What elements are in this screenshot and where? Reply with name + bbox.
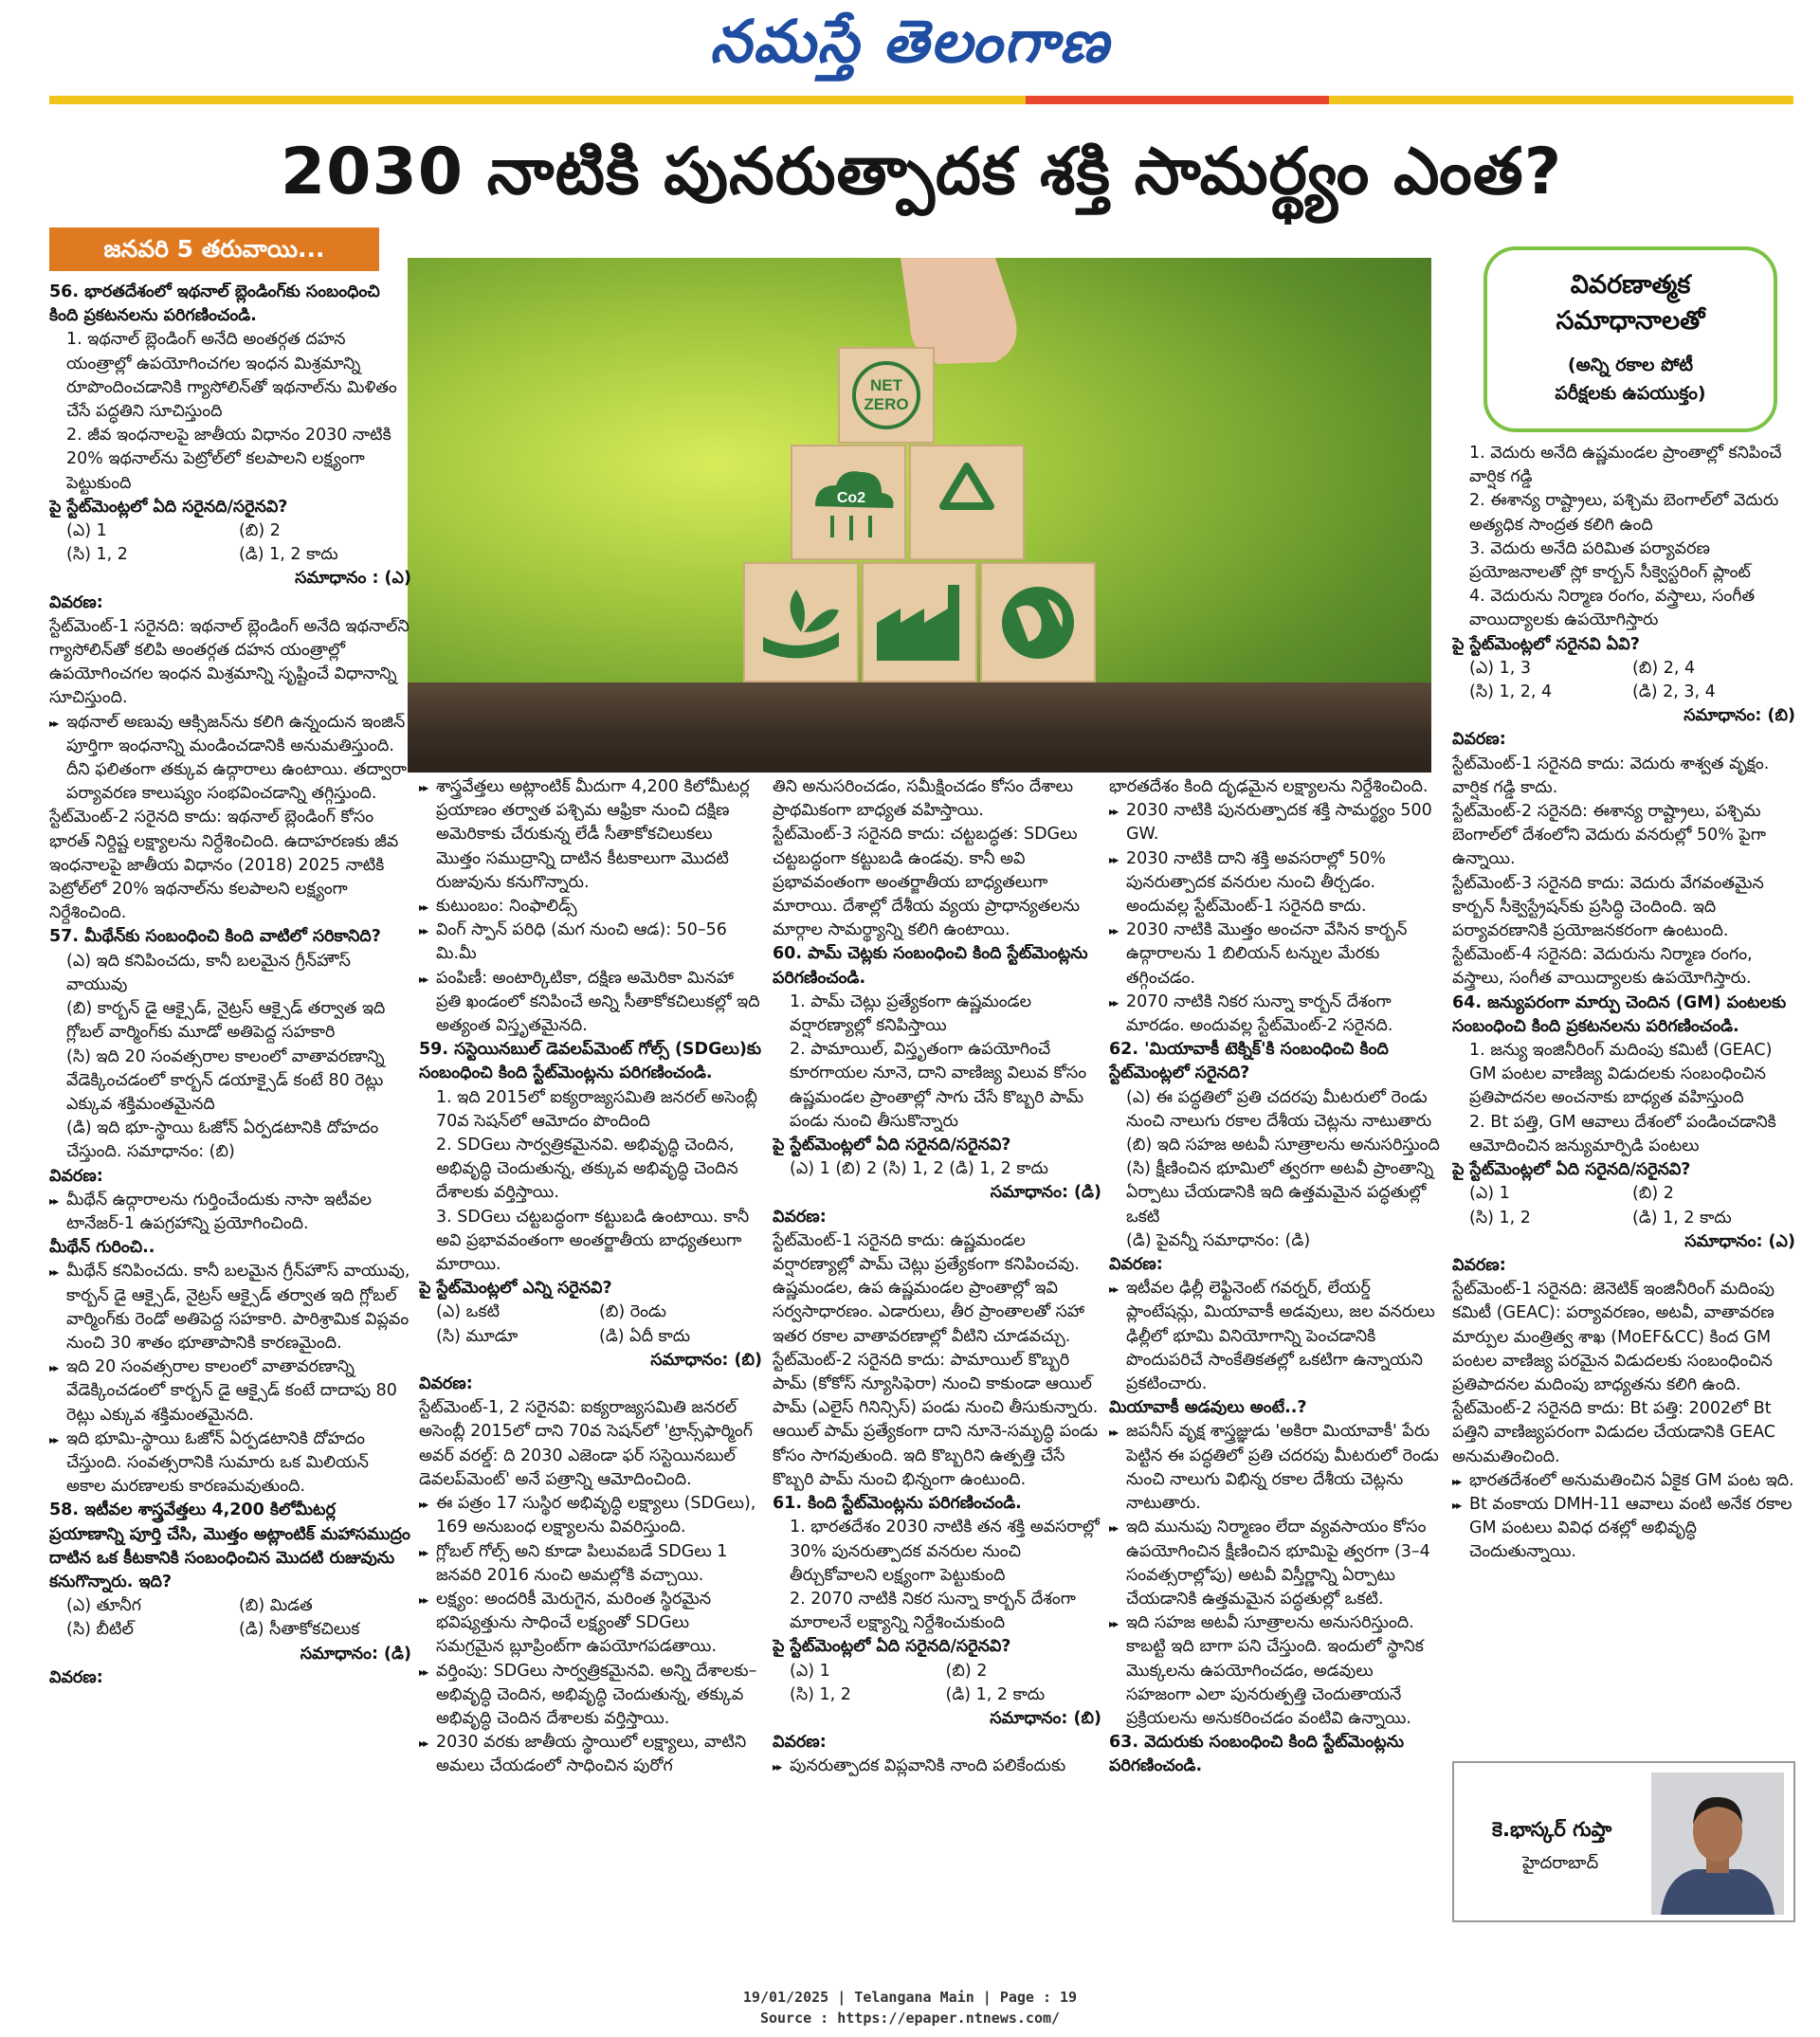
answer-options-row [1452,681,1795,704]
statement-item: (సి) క్షీణించిన భూమిలో త్వరగా అటవీ ప్రాంతాన్ని ఏర్పాటు చేయడానికి ఇది ఉత్తమమైన పద్ధతుల్లో ఒకటి [1126,1159,1434,1227]
question-heading: 64. జన్యుపరంగా మార్పు చెందిన (GM) పంటలకు సంబంధించి కింది ప్రకటనలను పరిగణించండి. [1452,992,1787,1036]
answer-options-row [1452,657,1795,681]
question-heading: 59. సస్టెయినబుల్ డెవలప్‌మెంట్ గోల్స్ (SDGలు)కు సంబంధించి కింది స్టేట్‌మెంట్లను పరిగణించండి. [419,1040,762,1083]
bullet-point: ▶▶ ఇది సహజ అటవీ సూత్రాలను అనుసరిస్తుంది. కాబట్టి ఇది బాగా పని చేస్తుంది. ఇందులో స్థానిక మొక్కలను ఉపయోగించడం, అడవులు సహజంగా ఎలా పునరుత్పత్తి చెందుతాయనే ప్రక్రియలను అనుకరించడం వంటివి ఉన్నాయి. [1109,1611,1443,1731]
paragraph: స్టేట్‌మెంట్-4 సరైనది: వెదురును నిర్మాణ రంగం, వస్త్రాలు, సంగీత వాయిద్యాలకు ఉపయోగిస్తారు. [1452,945,1753,989]
question-heading: 63. వెదురుకు సంబంధించి కింది స్టేట్‌మెంట్లను పరిగణించండి. [1109,1733,1405,1776]
answer-options-row [1452,1207,1795,1230]
question-heading: మియావాకీ అడవులు అంటే..? [1109,1398,1307,1418]
question-heading: వివరణ: [773,1207,827,1227]
option-left: (ఎ) ఒకటి [436,1302,500,1322]
bullet-point: ▶▶ 2030 వరకు జాతీయ స్థాయిలో లక్ష్యాలు, వాటిని అమలు చేయడంలో సాధించిన పురోగ [419,1731,762,1778]
statement-item: 1. భారతదేశం 2030 నాటికి తన శక్తి అవసరాల్లో 30% పునరుత్పాదక వనరుల నుంచి తీర్చుకోవాలని లక్ష్యంగా పెట్టుకుంది [790,1518,1100,1585]
article-column-5 [1452,442,1795,1750]
option-right: (బి) 2 [945,1661,988,1681]
option-left: (సి) మూడూ [436,1326,519,1346]
statement-item: 2. జీవ ఇంధనాలపై జాతీయ విధానం 2030 నాటికి 20% ఇథనాల్‌ను పెట్రోల్‌లో కలపాలని లక్ష్యంగా పెట్టుకుంది [66,426,391,493]
question-heading: 62. 'మియావాకీ టెక్నిక్'కి సంబంధించి కింది స్టేట్‌మెంట్లలో సరైనది? [1109,1040,1389,1083]
question-heading: పై స్టేట్‌మెంట్లలో ఏది సరైనది/సరైనవి? [773,1637,1011,1657]
question-heading: పై స్టేట్‌మెంట్లలో ఎన్ని సరైనవి? [419,1279,612,1299]
author-location: హైదరాబాద్ [1522,1853,1599,1873]
question-heading: వివరణ: [49,1667,103,1687]
option-right: (బి) 2 [239,521,281,541]
question-heading: 60. పామ్ చెట్లకు సంబంధించి కింది స్టేట్‌మెంట్లను పరిగణించండి. [773,944,1088,988]
answer-options-row [773,1660,1101,1683]
bullet-point: ▶▶ లక్ష్యం: అందరికీ మెరుగైన, మరింత స్థిరమైన భవిష్యత్తును సాధించే లక్ష్యంతో SDGలు సమగ్రమైన బ్లూప్రింట్‌గా ఉపయోగపడతాయి. [419,1588,762,1660]
bullet-point: ▶▶ వింగ్ స్పాన్ పరిధి (మగ నుంచి ఆడ): 50–56 మి.మీ [419,918,762,966]
cube-zero-label: ZERO [864,395,909,413]
option-right: (డి) సీతాకోకచిలుక [239,1620,360,1640]
question-heading: వివరణ: [1452,730,1506,750]
bullet-point: ▶▶ జపనీస్ వృక్ష శాస్త్రజ్ఞుడు 'అకిరా మియావాకీ' పేరు పెట్టిన ఈ పద్ధతిలో ప్రతి చదరపు మీటరులో రెండు నుంచి నాలుగు విభిన్న రకాల దేశీయ చెట్లను నాటుతారు. [1109,1420,1443,1516]
option-left: (ఎ) 1, 3 [1469,658,1532,678]
masthead-rule-right [1329,96,1793,104]
footer-source: Source : https://epaper.ntnews.com/ [759,2010,1061,2027]
author-name: కె.భాస్కర్ గుప్తా [1492,1818,1612,1841]
bullet-point: ▶▶ ఇది భూమి-స్థాయి ఓజోన్ ఏర్పడటానికి దోహదం చేస్తుంది. సంవత్సరానికి సుమారు ఒక మిలియన్ అకాల మరణాలకు కారణమవుతుంది. [49,1428,411,1500]
article-column-4 [1109,775,1443,1939]
question-heading: పై స్టేట్‌మెంట్లలో ఏది సరైనది/సరైనవి? [49,497,288,517]
option-left: (ఎ) 1 [66,521,107,541]
paragraph: స్టేట్‌మెంట్-2 సరైనది: ఈశాన్య రాష్ట్రాలు, పశ్చిమ బెంగాల్‌లో దేశంలోని వెదురు వనరుల్లో 50% పైగా ఉన్నాయి. [1452,802,1766,869]
option-right: (డి) 1, 2 కాదు [1632,1208,1732,1228]
callout-line-3: (అన్ని రకాల పోటీ [1567,355,1694,375]
paragraph: స్టేట్‌మెంట్-3 సరైనది కాదు: చట్టబద్ధత: SDGలు చట్టబద్ధంగా కట్టుబడి ఉండవు. కానీ అవి ప్రభావవంతంగా అంతర్జాతీయ బాధ్యతలుగా మారాయి. దేశాల్లో దేశీయ వ్యయ ప్రాధాన్యతలను మార్గాల సామర్థ్యాన్ని కలిగి ఉంటాయి. [773,825,1081,940]
statement-item: 2. పామాయిల్, విస్తృతంగా ఉపయోగించే కూరగాయల నూనె, దాని వాణిజ్య విలువ కోసం ఉష్ణమండల ప్రాంతాల్లో సాగు చేసే కొబ్బరి పామ్ పండు నుంచి తీసుకొన్నారు [790,1040,1087,1131]
question-heading: 61. కింది స్టేట్‌మెంట్లను పరిగణించండి. [773,1494,1022,1514]
answer-options-row [1452,1182,1795,1206]
option-right: (డి) 1, 2 కాదు [945,1684,1046,1704]
statement-item: (ఎ) ఇది కనిపించదు, కానీ బలమైన గ్రీన్‌హౌస్ వాయువు [66,951,351,994]
paragraph: స్టేట్‌మెంట్-1 సరైనది: ఇథనాల్ బ్లెండింగ్ అనేది ఇథనాల్‌ని గ్యాసోలిన్‌తో కలిపి అంతర్గత దహన యంత్రాల్లో ఉపయోగించగల ఇంధన మిశ్రమాన్ని సృష్టించే విధానాన్ని సూచిస్తుంది. [49,616,410,708]
statement-item: 1. పామ్ చెట్లు ప్రత్యేకంగా ఉష్ణమండల వర్షారణ్యాల్లో కనిపిస్తాయి [790,991,1032,1036]
answer-label: సమాధానం: (డి) [990,1183,1101,1203]
answer-label: సమాధానం: (బి) [650,1350,762,1370]
callout-line-4: పరీక్షలకు ఉపయుక్తం) [1555,383,1706,404]
question-heading: వివరణ: [49,1166,103,1186]
bullet-point: ▶▶ గ్లోబల్ గోల్స్ అని కూడా పిలువబడే SDGలు 1 జనవరి 2016 నుంచి అమల్లోకి వచ్చాయి. [419,1540,762,1588]
answer-options-row [419,1300,762,1324]
question-heading: వివరణ: [1452,1255,1506,1275]
question-heading: వివరణ: [419,1374,473,1394]
bullet-point: ▶▶ 2070 నాటికి నికర సున్నా కార్బన్ దేశంగా మారడం. అందువల్ల స్టేట్‌మెంట్-2 సరైనది. [1109,991,1443,1038]
answer-label: సమాధానం: (బి) [1684,706,1795,726]
statement-item: (సి) ఇది 20 సంవత్సరాల కాలంలో వాతావరణాన్ని వేడెక్కించడంలో కార్బన్ డయాక్సైడ్ కంటే 80 రెట్లు ఎక్కువ శక్తిమంతమైనది [66,1046,385,1114]
option-right: (డి) 2, 3, 4 [1632,682,1716,702]
bullet-point: ▶▶ పునరుత్పాదక విప్లవానికి నాంది పలికేందుకు [773,1755,1101,1778]
answer-options-row [49,1618,411,1642]
bullet-point: ▶▶ పంపిణీ: అంటార్కిటికా, దక్షిణ అమెరికా మినహా ప్రతి ఖండంలో కనిపించే అన్ని సీతాకోకచిలుకల్లో ఇది అత్యంత విస్తృతమైనది. [419,967,762,1039]
bullet-point: ▶▶ ఇది 20 సంవత్సరాల కాలంలో వాతావరణాన్ని వేడెక్కించడంలో కార్బన్ డై ఆక్సైడ్ కంటే దాదాపు 80 రెట్లు ఎక్కువ శక్తిమంతమైనది. [49,1355,411,1428]
callout-line-1: వివరణాత్మక [1570,270,1691,300]
answer-options-row [419,1325,762,1349]
statement-item: 2. Bt పత్తి, GM ఆవాలు దేశంలో పండించడానికి ఆమోదించిన జన్యుమార్పిడి పంటలు [1469,1112,1776,1155]
author-portrait-icon [1651,1773,1784,1915]
answer-label: సమాధానం : (ఎ) [295,569,411,589]
masthead [0,0,1820,95]
masthead-rule-accent [1026,96,1329,104]
answer-label: సమాధానం: (ఎ) [1684,1231,1795,1251]
question-heading: పై స్టేట్‌మెంట్లలో సరైనవి ఏవి? [1452,634,1640,654]
paragraph: స్టేట్‌మెంట్-2 సరైనది కాదు: Bt పత్తి: 2002లో Bt పత్తిని వాణిజ్యపరంగా విడుదల చేయడానికి GEAC అనుమతించింది. [1452,1399,1776,1466]
statement-item: (బి) కార్బన్ డై ఆక్సైడ్, నైట్రస్ ఆక్సైడ్ తర్వాత ఇది గ్లోబల్ వార్మింగ్‌కు మూడో అతిపెద్ద సహకారి [66,999,386,1043]
bullet-point: ▶▶ శాస్త్రవేత్తలు అట్లాంటిక్ మీదుగా 4,200 కిలోమీటర్ల ప్రయాణం తర్వాత పశ్చిమ ఆఫ్రికా నుంచి దక్షిణ అమెరికాకు చేరుకున్న లేడీ సీతాకోకచిలుకలు మొత్తం సముద్రాన్ని దాటిన కీటకాలుగా మొదటి రుజువును కనుగొన్నారు. [419,775,762,895]
statement-item: 2. ఈశాన్య రాష్ట్రాలు, పశ్చిమ బెంగాల్‌లో వెదురు అత్యధిక సాంద్రత కలిగి ఉంది [1469,491,1779,535]
statement-item: (డి) ఇది భూ-స్థాయి ఓజోన్ ఏర్పడటానికి దోహదం చేస్తుంది. సమాధానం: (బి) [66,1119,379,1162]
article-column-3 [773,775,1101,1939]
bullet-point: ▶▶ ఇథనాల్ అణువు ఆక్సిజన్‌ను కలిగి ఉన్నందున ఇంజిన్ పూర్తిగా ఇంధనాన్ని మండించడానికి అనుమతిస్తుంది. దీని ఫలితంగా తక్కువ ఉద్గారాలు ఉంటాయి. తద్వారా పర్యావరణ కాలుష్యం సంభవించడాన్ని తగ్గిస్తుంది. [49,711,411,807]
question-heading: 56. భారతదేశంలో ఇథనాల్ బ్లెండింగ్‌కు సంబంధించి కింది ప్రకటనలను పరిగణించండి. [49,282,380,326]
question-heading: మీథేన్ గురించి.. [49,1238,155,1258]
statement-item: 2. SDGలు సార్వత్రికమైనవి. అభివృద్ధి చెందిన, అభివృద్ధి చెందుతున్న, తక్కువ అభివృద్ధి చెందిన దేశాలకు వర్తిస్తాయి. [436,1136,738,1203]
statement-item: (ఎ) ఈ పద్ధతిలో ప్రతి చదరపు మీటరులో రెండు నుంచి నాలుగు రకాల దేశీయ చెట్లను నాటుతారు [1126,1087,1432,1131]
question-heading: పై స్టేట్‌మెంట్లలో ఏది సరైనది/సరైనవి? [773,1136,1011,1155]
bullet-point: ▶▶ భారతదేశంలో అనుమతించిన ఏకైక GM పంట ఇది. [1452,1469,1795,1493]
cube-illustration [408,258,1431,773]
statement-item: 1. ఇది 2015లో ఐక్యరాజ్యసమితి జనరల్ అసెంబ్లీ 70వ సెషన్‌లో ఆమోదం పొందింది [436,1087,757,1131]
statement-item: 3. వెదురు అనేది పరిమిత పర్యావరణ ప్రయోజనాలతో స్లో కార్బన్ సీక్వెస్టరింగ్ ప్లాంట్ [1469,538,1751,583]
statement-item: 1. వెదురు అనేది ఉష్ణమండల ప్రాంతాల్లో కనిపించే వార్షిక గడ్డి [1469,444,1782,487]
masthead-rule-left [49,96,1026,104]
bullet-point: ▶▶ వర్తింపు: SDGలు సార్వత్రికమైనవి. అన్ని దేశాలకు–అభివృద్ధి చెందిన, అభివృద్ధి చెందుతున్న, తక్కువ అభివృద్ధి చెందిన దేశాలకు వర్తిస్తాయి. [419,1660,762,1732]
option-left: (ఎ) 1 [1469,1184,1510,1204]
statement-item: (ఎ) 1 (బి) 2 (సి) 1, 2 (డి) 1, 2 కాదు [790,1159,1048,1179]
paragraph: స్టేట్‌మెంట్-2 సరైనది కాదు: ఇథనాల్ బ్లెండింగ్ కోసం భారత్ నిర్దిష్ట లక్ష్యాలను నిర్దేశించింది. ఉదాహరణకు జీవ ఇంధనాలపై జాతీయ విధానం (2018) 2025 నాటికి పెట్రోల్‌లో 20% ఇథనాల్‌ను కలపాలని లక్ష్యంగా నిర్దేశించింది. [49,808,399,923]
paragraph: స్టేట్‌మెంట్-2 సరైనది కాదు: పామాయిల్ కొబ్బరి పామ్ (కోకోస్ న్యూసిఫెరా) నుంచి కాకుండా ఆయిల్ పామ్ (ఎలైస్ గినిన్సిస్) పండు నుంచి తీసుకున్నారు. ఆయిల్ పామ్ ప్రత్యేకంగా దాని నూనె-సమృద్ధి పండు కోసం సాగవుతుంది. ఇది కొబ్బరిని ఉత్పత్తి చేసే కొబ్బరి పామ్ నుంచి భిన్నంగా ఉంటుంది. [773,1350,1099,1489]
question-heading: 57. మీథేన్‌కు సంబంధించి కింది వాటిలో సరికానిది? [49,927,381,947]
option-right: (డి) ఏదీ కాదు [599,1326,691,1346]
bullet-point: ▶▶ 2030 నాటికి దాని శక్తి అవసరాల్లో 50% పునరుత్పాదక వనరుల నుంచి తీర్చడం. అందువల్ల స్టేట్‌మెంట్-1 సరైనది కాదు. [1109,847,1443,919]
bullet-point: ▶▶ మీథేన్ కనిపించదు. కానీ బలమైన గ్రీన్‌హౌస్ వాయువు, కార్బన్ డై ఆక్సైడ్, నైట్రస్ ఆక్సైడ్ తర్వాత ఇది గ్లోబల్ వార్మింగ్‌కు రెండో అతిపెద్ద సహకారి. పారిశ్రామిక విప్లవం నుంచి 30 శాతం భూతాపానికి కారణమైంది. [49,1260,411,1355]
cube-net-label: NET [870,376,902,394]
paragraph: స్టేట్‌మెంట్-1 సరైనది కాదు: ఉష్ణమండల వర్షారణ్యాల్లో పామ్ చెట్లు ప్రత్యేకంగా కనిపించవు. ఉష్ణమండల, ఉప ఉష్ణమండల ప్రాంతాల్లో ఇవి సర్వసాధారణం. ఎడారులు, తీర ప్రాంతాలతో సహా ఇతర రకాల వాతావరణాల్లో వీటిని చూడవచ్చు. [773,1230,1084,1346]
answer-options-row [773,1683,1101,1707]
paragraph: స్టేట్‌మెంట్-1 సరైనది: జెనెటిక్ ఇంజినీరింగ్ మదింపు కమిటీ (GEAC): పర్యావరణం, అటవీ, వాతావరణ మార్పుల మంత్రిత్వ శాఖ (MoEF&CC) కింద GM పంటల వాణిజ్య పరమైన విడుదలకు సంబంధించిన ప్రతిపాదనల మదింపు బాధ్యతను కలిగి ఉంది. [1452,1280,1774,1394]
footer-page-info: 19/01/2025 | Telangana Main | Page : 19 [742,1989,1078,2006]
statement-item: 2. 2070 నాటికి నికర సున్నా కార్బన్ దేశంగా మారాలనే లక్ష్యాన్ని నిర్దేశించుకుంది [790,1589,1076,1633]
cube-co2-label: Co2 [836,490,866,506]
net-zero-photo [408,258,1431,773]
statement-item: 1. జన్యు ఇంజినీరింగ్ మదింపు కమిటీ (GEAC) GM పంటల వాణిజ్య విడుదలకు సంబంధించిన ప్రతిపాదనల అంచనాకు బాధ్యత వహిస్తుంది [1469,1041,1773,1108]
statement-item: (డి) పైవన్నీ సమాధానం: (డి) [1126,1230,1311,1250]
masthead-logo: నమస్తే తెలంగాణ [709,7,1111,76]
statement-item: 4. వెదురును నిర్మాణ రంగం, వస్త్రాలు, సంగీత వాయిద్యాలకు ఉపయోగిస్తారు [1469,587,1756,630]
bullet-point: ▶▶ ఈ పత్రం 17 సుస్థిర అభివృద్ధి లక్ష్యాలు (SDGలు), 169 అనుబంధ లక్ష్యాలను వివరిస్తుంది. [419,1492,762,1539]
option-right: (బి) రెండు [599,1302,666,1322]
article-column-1 [49,281,411,1939]
option-left: (సి) 1, 2, 4 [1469,682,1553,702]
answer-options-row [49,543,411,567]
callout-line-2: సమాధానాలతో [1556,306,1705,336]
option-right: (బి) మిడత [239,1596,313,1616]
paragraph: స్టేట్‌మెంట్-3 సరైనది కాదు: వెదురు వేగవంతమైన కార్బన్ సీక్వెస్ట్రేషన్‌కు ప్రసిద్ధి చెందింది. ఇది పర్యావరణానికి ప్రయోజనకరంగా ఉంటుంది. [1452,873,1764,941]
bullet-point: ▶▶ మీథేన్ ఉద్గారాలను గుర్తించేందుకు నాసా ఇటీవల టానేజర్-1 ఉపగ్రహాన్ని ప్రయోగించింది. [49,1189,411,1236]
statement-item: (బి) ఇది సహజ అటవీ సూత్రాలను అనుసరిస్తుంది [1126,1136,1440,1155]
question-heading: వివరణ: [1109,1255,1163,1275]
question-heading: పై స్టేట్‌మెంట్లలో ఏది సరైనది/సరైనవి? [1452,1160,1691,1180]
statement-item: 1. ఇథనాల్ బ్లెండింగ్ అనేది అంతర్గత దహన యంత్రాల్లో ఉపయోగించగల ఇంధన మిశ్రమాన్ని రూపొందించడానికి గ్యాసోలిన్‌తో ఇథనాల్‌ను మిళితం చేసే పద్ధతిని సూచిస్తుంది [66,330,397,422]
bullet-point: ▶▶ 2030 నాటికి మొత్తం అంచనా వేసిన కార్బన్ ఉద్గారాలను 1 బిలియన్ టన్నుల మేరకు తగ్గించడం. [1109,918,1443,991]
paragraph: భారతదేశం కింది దృఢమైన లక్ష్యాలను నిర్దేశించింది. [1109,777,1429,796]
statement-item: 3. SDGలు చట్టబద్ధంగా కట్టుబడి ఉంటాయి. కానీ అవి ప్రభావవంతంగా అంతర్జాతీయ బాధ్యతలుగా మారాయి. [436,1207,750,1275]
option-left: (ఎ) 1 [790,1661,830,1681]
bullet-point: ▶▶ ఇటీవల ఢిల్లీ లెఫ్టినెంట్ గవర్నర్, లేయర్డ్ ప్లాంటేషన్లు, మియావాకీ అడవులు, జల వనరులు ఢిల్లీలో భూమి వినియోగాన్ని పెంచడానికి పొందుపరిచే సాంకేతికతల్లో ఒకటిగా ఉన్నాయని ప్రకటించారు. [1109,1277,1443,1396]
question-heading: వివరణ: [49,592,103,612]
answer-options-row [49,519,411,543]
option-right: (బి) 2, 4 [1632,658,1696,678]
series-continuation-tag: జనవరి 5 తరువాయి... [49,227,379,271]
author-photo [1651,1773,1784,1915]
question-heading: వివరణ: [773,1733,827,1753]
option-left: (సి) 1, 2 [1469,1208,1531,1228]
article-headline: 2030 నాటికి పునరుత్పాదక శక్తి సామర్థ్యం ఎంత? [280,135,1563,209]
bullet-point: ▶▶ Bt వంకాయ DMH-11 ఆవాలు వంటి అనేక రకాల GM పంటలు వివిధ దశల్లో అభివృద్ధి చెందుతున్నాయి. [1452,1493,1795,1565]
paragraph: తిని అనుసరించడం, సమీక్షించడం కోసం దేశాలు ప్రాథమికంగా బాధ్యత వహిస్తాయి. [773,777,1074,821]
option-left: (ఎ) తూనీగ [66,1596,141,1616]
bullet-point: ▶▶ 2030 నాటికి పునరుత్పాదక శక్తి సామర్థ్యం 500 GW. [1109,799,1443,846]
option-right: (డి) 1, 2 కాదు [239,545,338,565]
option-left: (సి) 1, 2 [790,1684,851,1704]
question-heading: 58. ఇటీవల శాస్త్రవేత్తలు 4,200 కిలోమీటర్ల ప్రయాణాన్ని పూర్తి చేసి, మొత్తం అట్లాంటిక్ మహాసముద్రం దాటిన ఒక కీటకానికి సంబంధించిన మొదటి రుజువును కనుగొన్నారు. ఇది? [49,1500,410,1591]
option-left: (సి) బీటిల్ [66,1620,134,1640]
answer-options-row [49,1594,411,1618]
paragraph: స్టేట్‌మెంట్-1 సరైనది కాదు: వెదురు శాశ్వత వృక్షం. వార్షిక గడ్డి కాదు. [1452,754,1770,797]
author-byline-box [1452,1761,1795,1922]
option-right: (బి) 2 [1632,1184,1674,1204]
bullet-point: ▶▶ కుటుంబం: నింఫాలిడ్స్ [419,895,762,918]
answer-label: సమాధానం: (బి) [990,1708,1101,1728]
option-left: (సి) 1, 2 [66,545,128,565]
answer-label: సమాధానం: (డి) [300,1644,411,1664]
bullet-point: ▶▶ ఇది మునుపు నిర్మాణం లేదా వ్యవసాయం కోసం ఉపయోగించిన క్షీణించిన భూమిపై త్వరగా (3–4 సంవత్సరాల్లోపు) అటవీ విస్తీర్ణాన్ని ఏర్పాటు చేయడానికి ఉత్తమమైన పద్ధతుల్లో ఒకటి. [1109,1516,1443,1611]
paragraph: స్టేట్‌మెంట్-1, 2 సరైనవి: ఐక్యరాజ్యసమితి జనరల్ అసెంబ్లీ 2015లో దాని 70వ సెషన్‌లో 'ట్రాన్స్‌ఫార్మింగ్ అవర్ వరల్డ్: ది 2030 ఎజెండా ఫర్ సస్టెయినబుల్ డెవలప్‌మెంట్' అనే పత్రాన్ని ఆమోదించింది. [419,1398,753,1489]
explanatory-answers-callout [1483,246,1777,432]
article-column-2 [419,775,762,1939]
